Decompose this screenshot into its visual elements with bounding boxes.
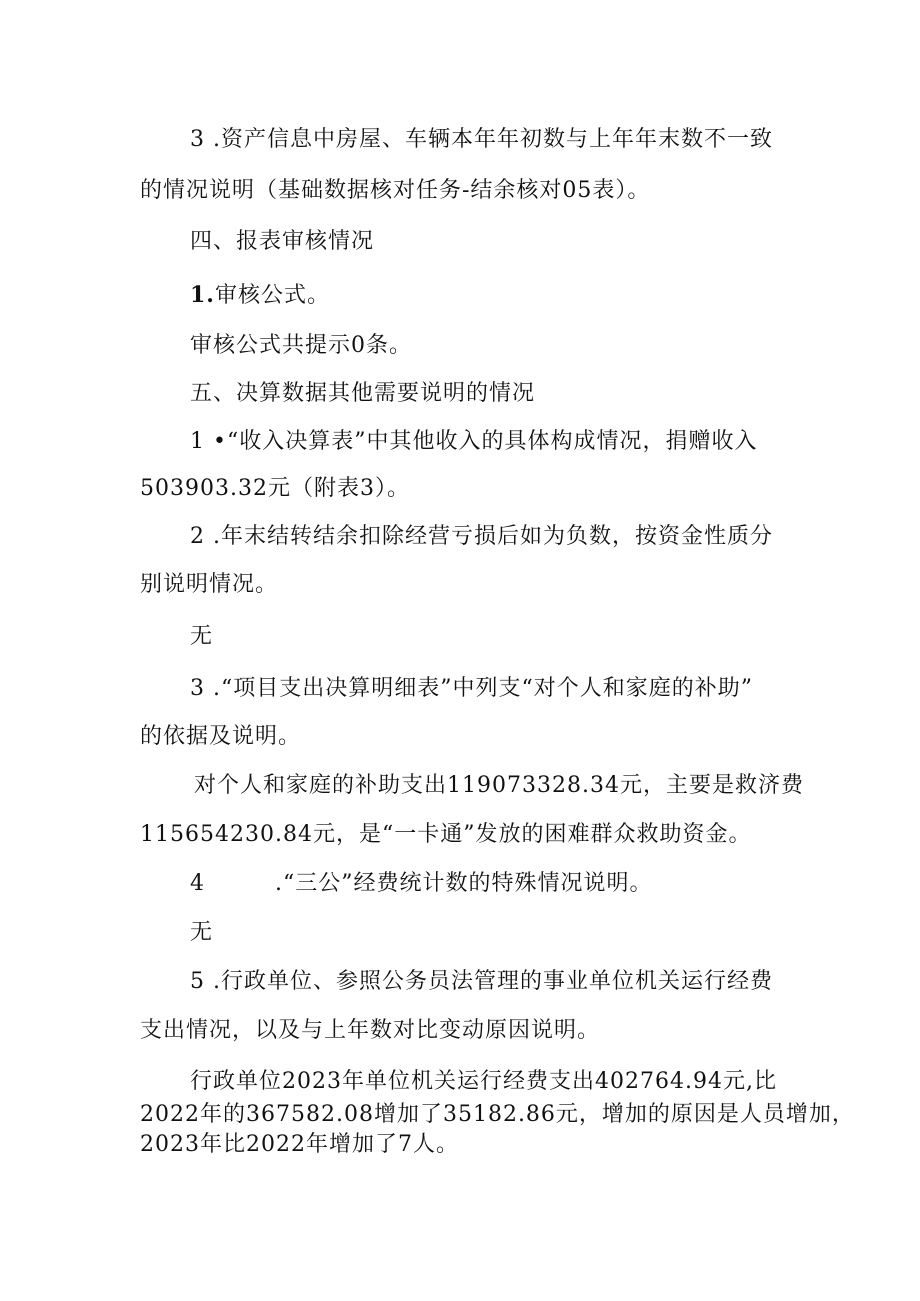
section-4-heading: 四、报表审核情况 [190, 229, 375, 254]
audit-formula-result: 审核公式共提示0条。 [190, 333, 412, 358]
other-item-5-answer-line-1: 行政单位2023年单位机关运行经费支出402764.94元,比 [190, 1069, 777, 1094]
other-item-2-line-1: 2 .年末结转结余扣除经营亏损后如为负数，按资金性质分 [190, 524, 773, 549]
asset-item-3-line-1: 3 .资产信息中房屋、车辆本年年初数与上年年末数不一致 [190, 127, 773, 152]
other-item-5-line-1: 5 .行政单位、参照公务员法管理的事业单位机关运行经费 [190, 969, 773, 994]
other-item-5-answer-line-3: 2023年比2022年增加了7人。 [140, 1132, 459, 1157]
audit-formula-number: 1. [190, 282, 215, 308]
other-item-3-line-2: 的依据及说明。 [140, 724, 302, 749]
other-item-2-answer: 无 [190, 624, 214, 649]
other-item-4-text: .“三公”经费统计数的特殊情况说明。 [275, 871, 653, 896]
other-item-5-line-2: 支出情况，以及与上年数对比变动原因说明。 [140, 1018, 601, 1043]
other-item-5-answer-line-2: 2022年的367582.08增加了35182.86元，增加的原因是人员增加， [140, 1102, 855, 1127]
audit-formula-title: 审核公式。 [214, 283, 330, 308]
other-item-3-answer-line-1: 对个人和家庭的补助支出119073328.34元，主要是救济费 [194, 773, 804, 798]
other-item-4-line [190, 869, 653, 899]
other-item-4-number: 4 [190, 871, 205, 896]
other-item-1-line-1: 1 •“收入决算表”中其他收入的具体构成情况，捐赠收入 [190, 429, 758, 454]
other-item-2-line-2: 别说明情况。 [140, 572, 279, 597]
section-5-heading: 五、决算数据其他需要说明的情况 [190, 381, 536, 406]
asset-item-3-line-2: 的情况说明（基础数据核对任务-结余核对05表）。 [140, 178, 651, 203]
audit-formula-heading [190, 280, 330, 311]
other-item-1-line-2: 503903.32元（附表3）。 [140, 476, 410, 501]
other-item-4-answer: 无 [190, 920, 214, 945]
other-item-3-answer-line-2: 115654230.84元，是“一卡通”发放的困难群众救助资金。 [140, 822, 752, 847]
other-item-3-line-1: 3 .“项目支出决算明细表”中列支“对个人和家庭的补助” [190, 676, 753, 701]
